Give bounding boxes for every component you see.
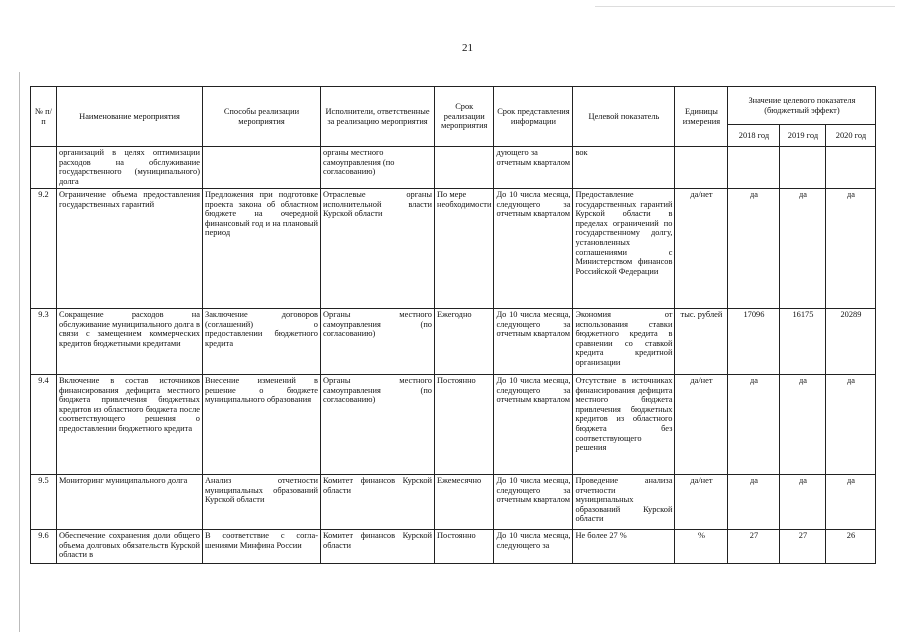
header-target: Целевой показатель xyxy=(573,87,675,147)
cell-report: До 10 числа месяца, следующего за отчетным кварталом xyxy=(494,189,573,309)
cell-2018: 17096 xyxy=(728,309,780,375)
cell-methods: Анализ отчетности муниципальных образований Курской области xyxy=(203,475,321,530)
cell-units: тыс. рублей xyxy=(675,309,728,375)
measures-table xyxy=(30,86,876,564)
cell-2018 xyxy=(728,147,780,189)
cell-report: До 10 числа месяца, следующего за xyxy=(494,530,573,564)
cell-deadline: Ежемесячно xyxy=(435,475,494,530)
header-num: № п/п xyxy=(31,87,57,147)
cell-units xyxy=(675,147,728,189)
cell-report: До 10 числа месяца, следующего за отчетным кварталом xyxy=(494,375,573,475)
cell-report: дующего за отчетным кварталом xyxy=(494,147,573,189)
cell-2019: да xyxy=(780,189,826,309)
page-edge-line xyxy=(19,72,20,632)
cell-name: Сокращение расходов на обслуживание муниципального долга в связи с замещением коммерческих кредитов бюджетными кредитами xyxy=(57,309,203,375)
cell-units: % xyxy=(675,530,728,564)
cell-num xyxy=(31,147,57,189)
cell-report: До 10 числа месяца, следующего за отчетным кварталом xyxy=(494,475,573,530)
cell-deadline: Постоянно xyxy=(435,375,494,475)
cell-2018: 27 xyxy=(728,530,780,564)
cell-name: организаций в целях оптимизации расходов на обслуживание государственного (муниципального) долга xyxy=(57,147,203,189)
cell-2019 xyxy=(780,147,826,189)
cell-name: Ограничение объема предоставления государственных гарантий xyxy=(57,189,203,309)
header-deadline: Срок реализации мероприятия xyxy=(435,87,494,147)
table-row xyxy=(31,309,876,375)
header-units: Единицы измерения xyxy=(675,87,728,147)
cell-methods: Предложения при подготовке проекта закона об областном бюджете на очередной финансовый год и на плановый период xyxy=(203,189,321,309)
header-year-2018: 2018 год xyxy=(728,125,780,147)
cell-num: 9.3 xyxy=(31,309,57,375)
cell-target: Не более 27 % xyxy=(573,530,675,564)
cell-name: Обеспечение сохранения доли общего объема долговых обязательств Курской области в xyxy=(57,530,203,564)
table-row xyxy=(31,475,876,530)
cell-2018: да xyxy=(728,189,780,309)
cell-target: Отсутствие в источниках финансирования дефицита местного бюджета привлечения бюджетных кредитов из областного бюджета без соответствующего решения xyxy=(573,375,675,475)
cell-name: Включение в состав источников финансирования дефицита местного бюджета привлечения бюджетных кредитов из областного бюджета после соответствующего решения о предоставлении бюджетного кредита xyxy=(57,375,203,475)
header-year-2019: 2019 год xyxy=(780,125,826,147)
cell-2020: да xyxy=(826,375,876,475)
cell-target: вок xyxy=(573,147,675,189)
cell-deadline: Постоянно xyxy=(435,530,494,564)
cell-target: Проведение анализа отчетности муниципальных образований Курской области xyxy=(573,475,675,530)
cell-2019: 27 xyxy=(780,530,826,564)
header-report: Срок представления информации xyxy=(494,87,573,147)
cell-methods: Внесение изменений в решение о бюджете муниципального образования xyxy=(203,375,321,475)
cell-methods: В соответствие с согла-шениями Минфина России xyxy=(203,530,321,564)
cell-num: 9.6 xyxy=(31,530,57,564)
header-executors: Исполнители, ответственные за реализацию мероприятия xyxy=(321,87,435,147)
cell-2020: да xyxy=(826,189,876,309)
cell-report: До 10 числа месяца, следующего за отчетным кварталом xyxy=(494,309,573,375)
cell-deadline: Ежегодно xyxy=(435,309,494,375)
cell-deadline: По мере необходимости xyxy=(435,189,494,309)
cell-num: 9.5 xyxy=(31,475,57,530)
cell-executors: органы местного самоуправления (по согласованию) xyxy=(321,147,435,189)
header-year-2020: 2020 год xyxy=(826,125,876,147)
cell-2020: да xyxy=(826,475,876,530)
cell-units: да/нет xyxy=(675,475,728,530)
cell-executors: Комитет финансов Курской области xyxy=(321,475,435,530)
cell-2018: да xyxy=(728,375,780,475)
scan-artifact-line xyxy=(595,6,895,7)
cell-target: Предоставление государственных гарантий Курской области в пределах ограничений по государственному долгу, установленных соглашениями с Министерством финансов Российской Федерации xyxy=(573,189,675,309)
cell-num: 9.2 xyxy=(31,189,57,309)
table-row xyxy=(31,147,876,189)
cell-2019: да xyxy=(780,375,826,475)
page-number: 21 xyxy=(462,42,473,54)
cell-2018: да xyxy=(728,475,780,530)
cell-2020: 26 xyxy=(826,530,876,564)
table-row xyxy=(31,189,876,309)
table-row xyxy=(31,375,876,475)
table-row xyxy=(31,530,876,564)
cell-2019: да xyxy=(780,475,826,530)
cell-2020 xyxy=(826,147,876,189)
cell-target: Экономия от использования ставки бюджетного кредита в сравнении со ставкой кредита кредитной организации xyxy=(573,309,675,375)
cell-2019: 16175 xyxy=(780,309,826,375)
cell-methods xyxy=(203,147,321,189)
cell-methods: Заключение договоров (соглашений) о предоставлении бюджетного кредита xyxy=(203,309,321,375)
cell-name: Мониторинг муниципального долга xyxy=(57,475,203,530)
cell-units: да/нет xyxy=(675,189,728,309)
header-name: Наименование мероприятия xyxy=(57,87,203,147)
cell-executors: Органы местного самоуправления (по согласованию) xyxy=(321,309,435,375)
cell-executors: Органы местного самоуправления (по согласованию) xyxy=(321,375,435,475)
cell-executors: Отраслевые органы исполнительной власти Курской области xyxy=(321,189,435,309)
cell-units: да/нет xyxy=(675,375,728,475)
header-methods: Способы реализации мероприятия xyxy=(203,87,321,147)
cell-num: 9.4 xyxy=(31,375,57,475)
cell-executors: Комитет финансов Курской области xyxy=(321,530,435,564)
cell-deadline xyxy=(435,147,494,189)
cell-2020: 20289 xyxy=(826,309,876,375)
header-value-group: Значение целевого показателя (бюджетный эффект) xyxy=(728,87,876,125)
